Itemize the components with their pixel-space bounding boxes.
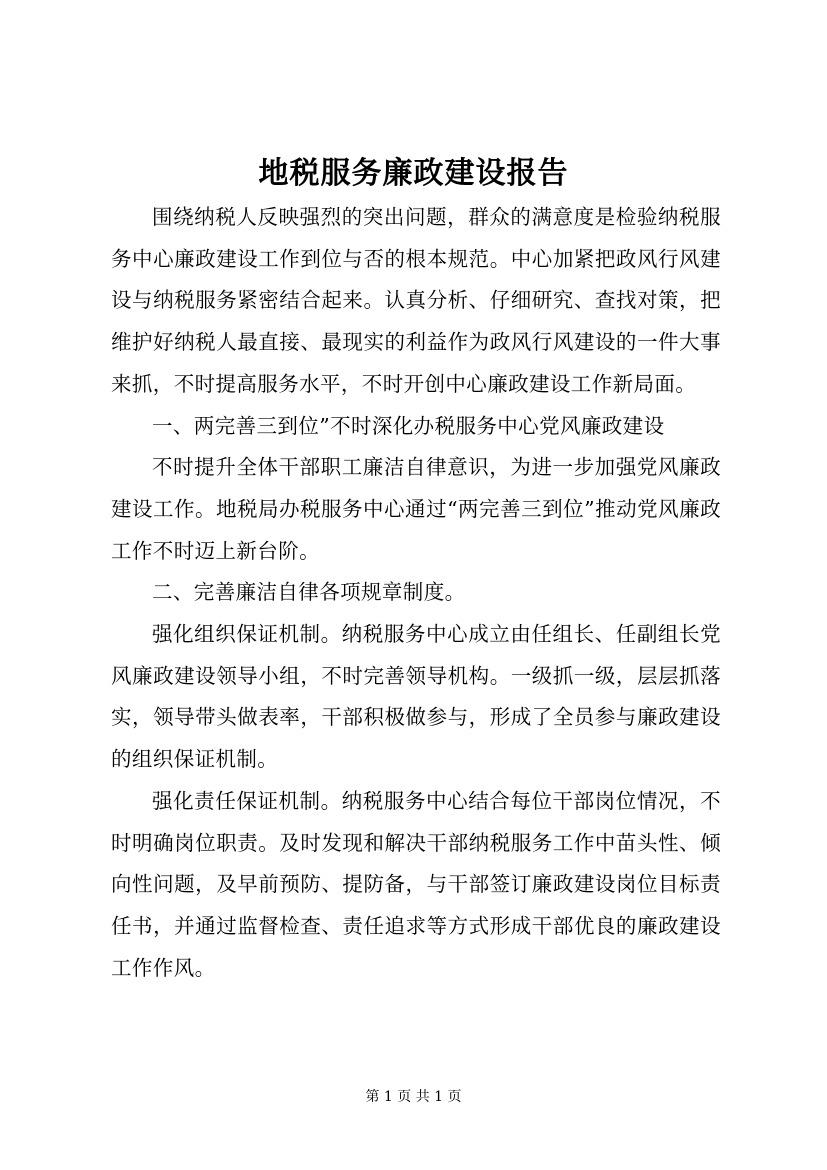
paragraph-intro: 围绕纳税人反映强烈的突出问题，群众的满意度是检验纳税服务中心廉政建设工作到位与否的根本规范。中心加紧把政风行风建设与纳税服务紧密结合起来。认真分析、仔细研究、查找对策，把维护好纳税人最直接、最现实的利益作为政风行风建设的一件大事来抓，不时提高服务水平，不时开创中心廉政建设工作新局面。 (111, 205, 721, 396)
paragraph-awareness: 不时提升全体干部职工廉洁自律意识，为进一步加强党风廉政建设工作。地税局办税服务中心通过“两完善三到位”推动党风廉政工作不时迈上新台阶。 (111, 455, 721, 563)
paragraph-organization: 强化组织保证机制。纳税服务中心成立由任组长、任副组长党风廉政建设领导小组，不时完善领导机构。一级抓一级，层层抓落实，领导带头做表率，干部积极做参与，形成了全员参与廉政建设的组织保证机制。 (111, 622, 721, 772)
document-title: 地税服务廉政建设报告 (258, 156, 569, 191)
document-body (111, 197, 721, 989)
section-heading-2: 二、完善廉洁自律各项规章制度。 (152, 580, 466, 605)
section-heading-1: 一、两完善三到位”不时深化办税服务中心党风廉政建设 (152, 413, 665, 438)
paragraph-responsibility: 强化责任保证机制。纳税服务中心结合每位干部岗位情况，不时明确岗位职责。及时发现和解决干部纳税服务工作中苗头性、倾向性问题，及早前预防、提防备，与干部签订廉政建设岗位目标责任书，并通过监督检查、责任追求等方式形成干部优良的廉政建设工作作风。 (111, 788, 721, 980)
page-footer: 第 1 页 共 1 页 (365, 1089, 462, 1105)
